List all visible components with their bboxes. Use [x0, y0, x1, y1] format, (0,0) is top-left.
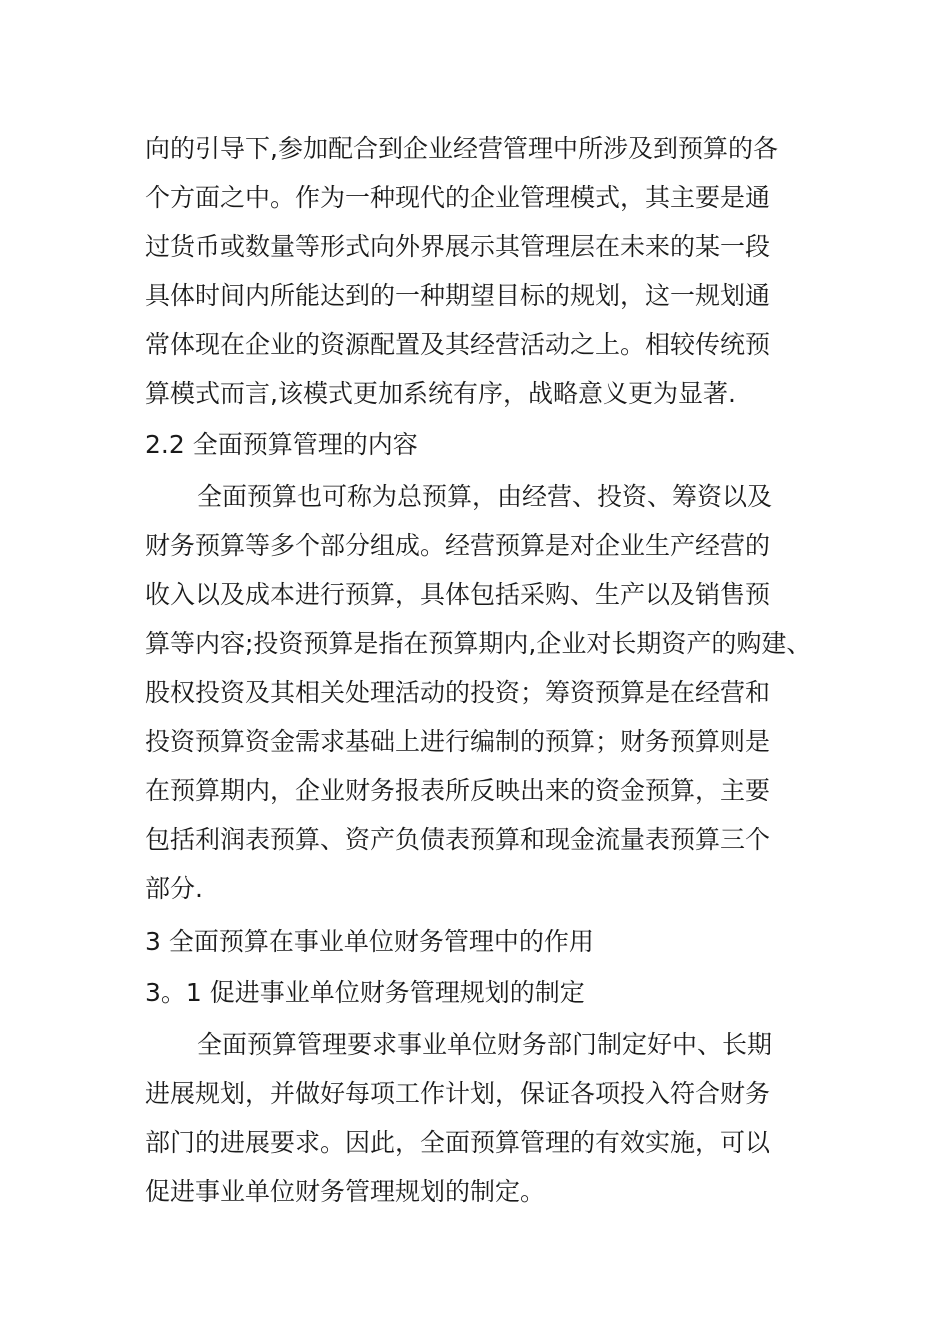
paragraph-2-line-2: 财务预算等多个部分组成。经营预算是对企业生产经营的 — [145, 531, 771, 560]
paragraph-1-line-1: 向的引导下,参加配合到企业经营管理中所涉及到预算的各 — [145, 134, 778, 163]
paragraph-3-line-4: 促进事业单位财务管理规划的制定。 — [145, 1177, 546, 1206]
paragraph-2-line-3: 收入以及成本进行预算，具体包括采购、生产以及销售预 — [145, 580, 771, 609]
paragraph-2-line-4: 算等内容;投资预算是指在预算期内,企业对长期资产的购建、 — [145, 629, 812, 658]
paragraph-2-line-5: 股权投资及其相关处理活动的投资；筹资预算是在经营和 — [145, 678, 771, 707]
section-heading-2-2: 2.2 全面预算管理的内容 — [145, 430, 418, 459]
paragraph-2-line-9: 部分. — [145, 874, 203, 903]
paragraph-1-line-6: 算模式而言,该模式更加系统有序，战略意义更为显著. — [145, 379, 736, 408]
paragraph-2-line-8: 包括利润表预算、资产负债表预算和现金流量表预算三个 — [145, 825, 771, 854]
paragraph-2-line-1: 全面预算也可称为总预算，由经营、投资、筹资以及 — [197, 482, 773, 511]
section-heading-3-1: 3。1 促进事业单位财务管理规划的制定 — [145, 978, 585, 1007]
paragraph-2-line-7: 在预算期内，企业财务报表所反映出来的资金预算，主要 — [145, 776, 771, 805]
paragraph-1-line-2: 个方面之中。作为一种现代的企业管理模式，其主要是通 — [145, 183, 771, 212]
paragraph-1-line-4: 具体时间内所能达到的一种期望目标的规划，这一规划通 — [145, 281, 771, 310]
paragraph-1-line-3: 过货币或数量等形式向外界展示其管理层在未来的某一段 — [145, 232, 771, 261]
paragraph-1-line-5: 常体现在企业的资源配置及其经营活动之上。相较传统预 — [145, 330, 771, 359]
paragraph-3-line-2: 进展规划，并做好每项工作计划，保证各项投入符合财务 — [145, 1079, 771, 1108]
paragraph-3-line-3: 部门的进展要求。因此，全面预算管理的有效实施，可以 — [145, 1128, 771, 1157]
section-heading-3: 3 全面预算在事业单位财务管理中的作用 — [145, 927, 594, 956]
paragraph-2-line-6: 投资预算资金需求基础上进行编制的预算；财务预算则是 — [145, 727, 771, 756]
paragraph-3-line-1: 全面预算管理要求事业单位财务部门制定好中、长期 — [197, 1030, 773, 1059]
